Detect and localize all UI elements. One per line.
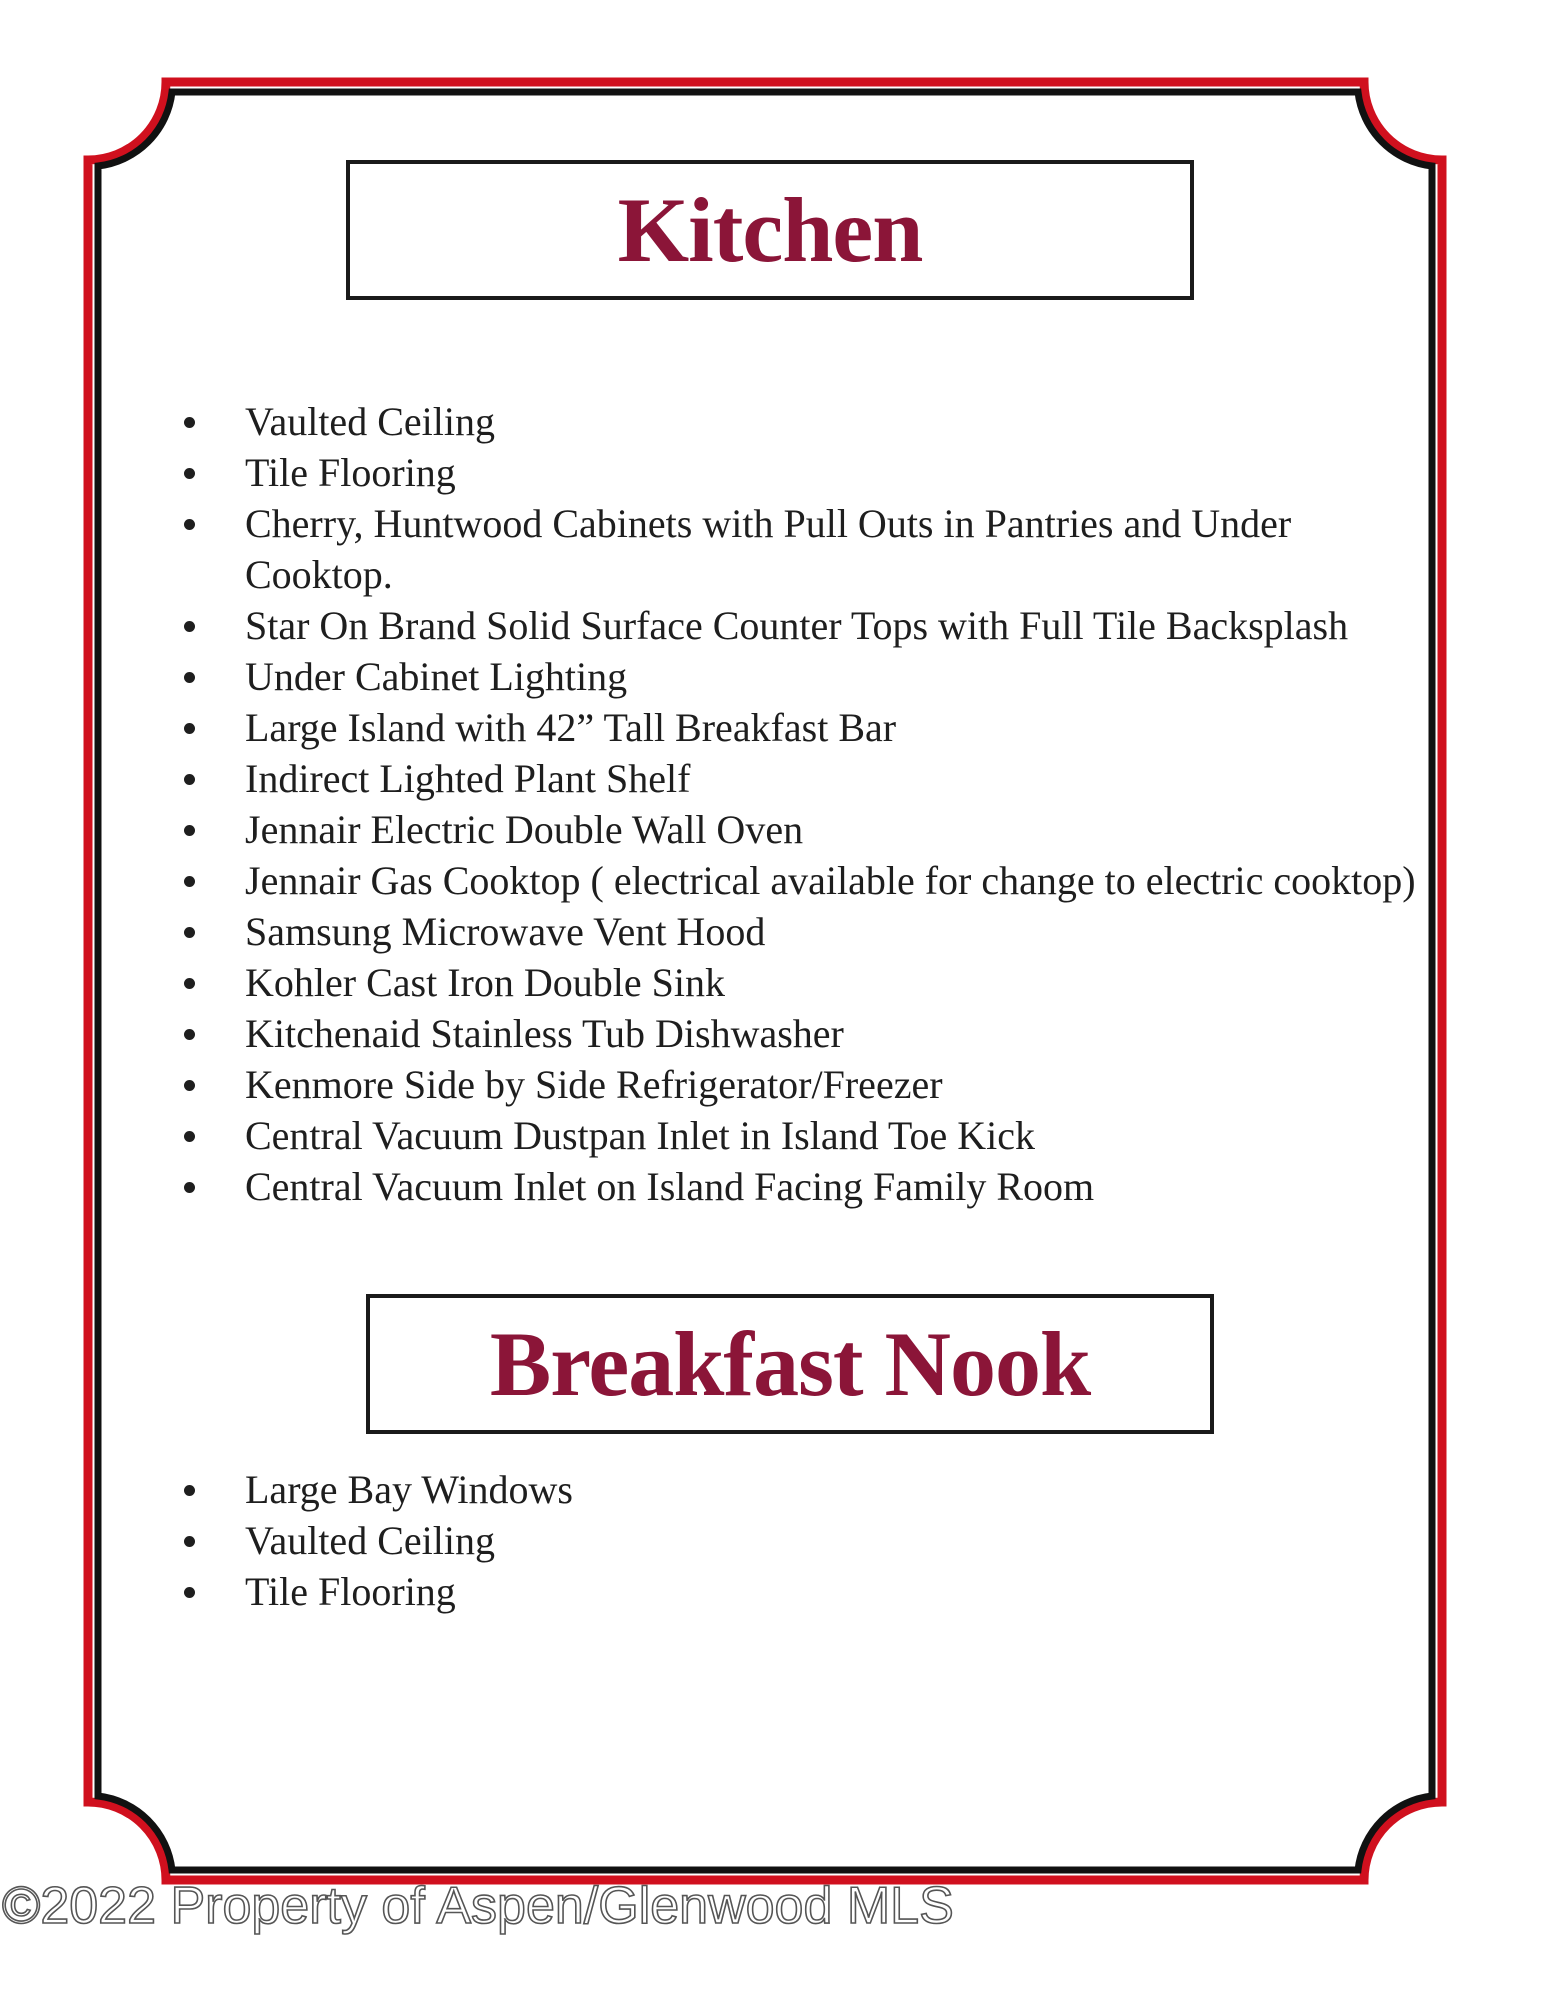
kitchen-title: Kitchen bbox=[617, 179, 923, 281]
list-item: Tile Flooring bbox=[184, 447, 1424, 498]
list-item: Kohler Cast Iron Double Sink bbox=[184, 957, 1424, 1008]
list-item: Central Vacuum Dustpan Inlet in Island Toe Kick bbox=[184, 1110, 1424, 1161]
list-item: Tile Flooring bbox=[184, 1566, 1084, 1617]
breakfast-nook-title: Breakfast Nook bbox=[489, 1313, 1091, 1415]
list-item: Cherry, Huntwood Cabinets with Pull Outs in Pantries and Under Cooktop. bbox=[184, 498, 1424, 600]
kitchen-title-box bbox=[346, 160, 1194, 300]
kitchen-feature-list bbox=[184, 396, 1424, 1212]
breakfast-nook-title-box bbox=[366, 1294, 1214, 1434]
list-item: Indirect Lighted Plant Shelf bbox=[184, 753, 1424, 804]
breakfast-nook-feature-list bbox=[184, 1464, 1084, 1617]
list-item: Star On Brand Solid Surface Counter Tops with Full Tile Backsplash bbox=[184, 600, 1424, 651]
list-item: Samsung Microwave Vent Hood bbox=[184, 906, 1424, 957]
list-item: Large Bay Windows bbox=[184, 1464, 1084, 1515]
list-item: Kitchenaid Stainless Tub Dishwasher bbox=[184, 1008, 1424, 1059]
list-item: Vaulted Ceiling bbox=[184, 1515, 1084, 1566]
mls-watermark: ©2022 Property of Aspen/Glenwood MLS bbox=[2, 1877, 954, 1935]
list-item: Jennair Gas Cooktop ( electrical available for change to electric cooktop) bbox=[184, 855, 1424, 906]
list-item: Central Vacuum Inlet on Island Facing Family Room bbox=[184, 1161, 1424, 1212]
list-item: Kenmore Side by Side Refrigerator/Freezer bbox=[184, 1059, 1424, 1110]
list-item: Large Island with 42” Tall Breakfast Bar bbox=[184, 702, 1424, 753]
list-item: Vaulted Ceiling bbox=[184, 396, 1424, 447]
list-item: Jennair Electric Double Wall Oven bbox=[184, 804, 1424, 855]
list-item: Under Cabinet Lighting bbox=[184, 651, 1424, 702]
